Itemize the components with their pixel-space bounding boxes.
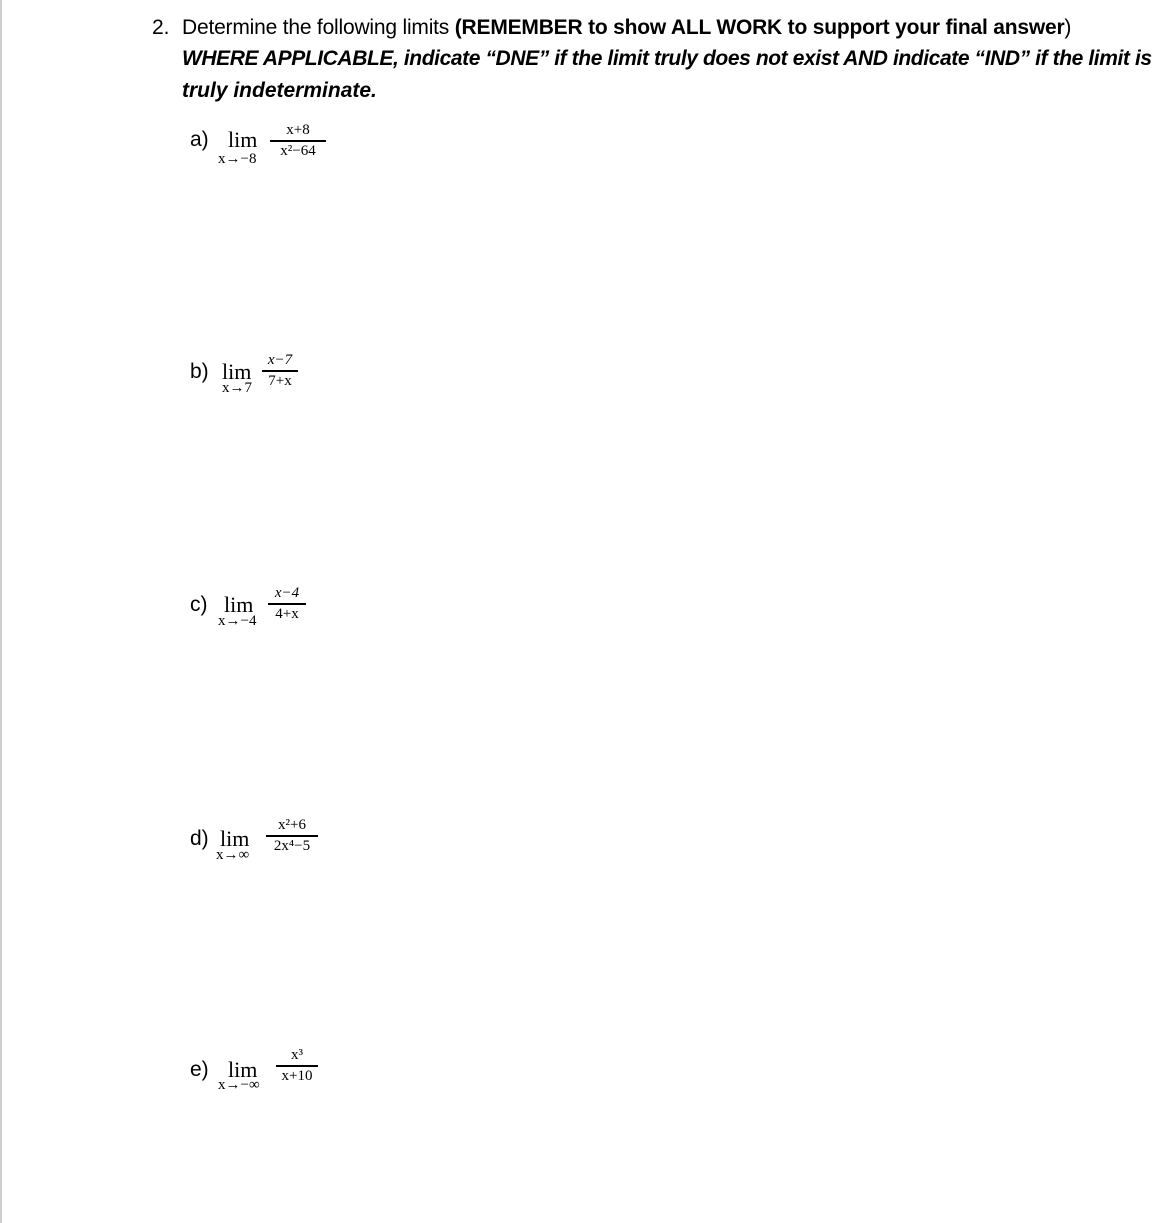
limit-approach: x→7	[222, 380, 252, 396]
limit-fraction	[262, 352, 298, 390]
limit-operator: lim	[222, 359, 252, 384]
fraction-numerator: x−4	[274, 585, 300, 601]
problem-label: c)	[190, 593, 208, 616]
problem-e	[190, 1043, 410, 1113]
instruction-line-2: truly indeterminate.	[182, 79, 377, 102]
limit-fraction	[266, 817, 318, 855]
limit-operator: lim	[220, 826, 250, 851]
fraction-denominator: 7+x	[268, 372, 292, 389]
problem-label: a)	[190, 128, 209, 151]
limit-operator: lim	[228, 127, 258, 152]
intro-close: )	[1064, 16, 1072, 39]
limit-operator: lim	[224, 592, 254, 617]
fraction-denominator: x+10	[281, 1067, 313, 1084]
intro-plain: Determine the following limits	[182, 16, 455, 39]
limit-fraction	[268, 585, 306, 623]
limit-operator: lim	[228, 1057, 258, 1082]
fraction-numerator: x³	[291, 1047, 303, 1063]
fraction-denominator: 2x⁴−5	[273, 837, 311, 854]
problem-b	[190, 350, 410, 420]
problem-c	[190, 583, 410, 653]
problem-a	[190, 118, 410, 188]
limit-approach: x→−8	[218, 151, 257, 167]
problem-label: d)	[190, 827, 209, 850]
problem-label: b)	[190, 360, 209, 383]
fraction-numerator: x−7	[267, 352, 293, 368]
fraction-numerator: x²+6	[278, 817, 306, 833]
question-intro	[182, 12, 1071, 43]
question-number: 2.	[152, 16, 170, 39]
limit-approach: x→−4	[218, 613, 257, 629]
fraction-bar	[276, 1065, 318, 1067]
fraction-bar	[262, 370, 298, 372]
fraction-numerator: x+8	[286, 122, 310, 138]
limit-fraction	[270, 122, 326, 160]
fraction-denominator: x²−64	[280, 142, 316, 159]
instruction-line-1: WHERE APPLICABLE, indicate “DNE” if the limit truly does not exist AND indicate “IND” if the limit is	[182, 47, 1152, 70]
problem-label: e)	[190, 1058, 209, 1081]
fraction-denominator: 4+x	[275, 605, 299, 622]
fraction-bar	[270, 140, 326, 142]
fraction-bar	[266, 835, 318, 837]
intro-bold: (REMEMBER to show ALL WORK to support your final answer	[454, 16, 1065, 39]
limit-fraction	[276, 1047, 318, 1085]
page-left-edge	[0, 0, 2, 1223]
limit-approach: x→−∞	[218, 1077, 260, 1093]
problem-d	[190, 815, 410, 885]
limit-approach: x→∞	[216, 847, 250, 863]
fraction-bar	[268, 603, 306, 605]
